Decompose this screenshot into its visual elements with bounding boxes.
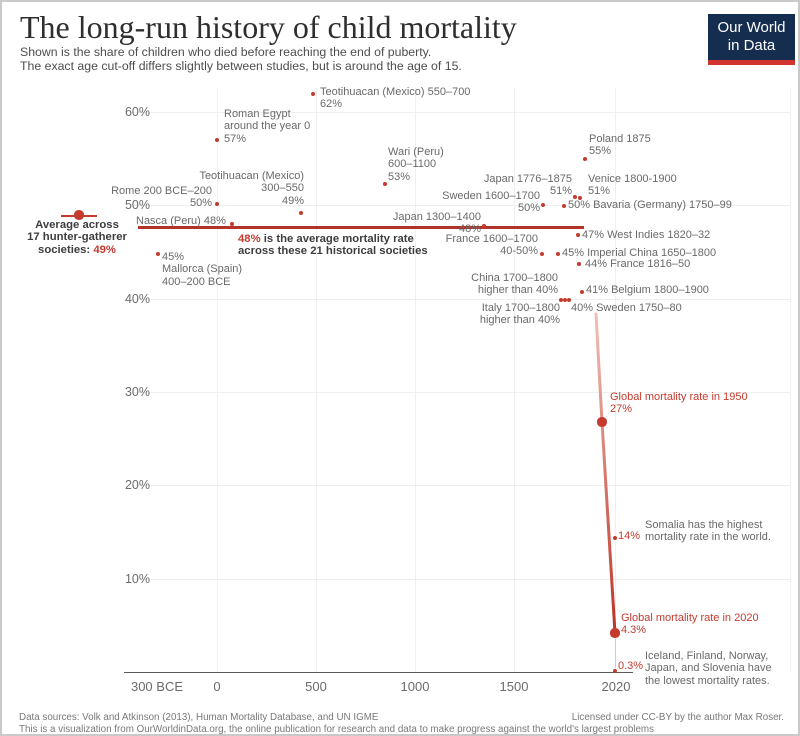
- y-axis-tick-label: 10%: [124, 572, 150, 586]
- gridline-vertical: [790, 88, 791, 672]
- rome-label-text: 50%: [189, 197, 212, 210]
- lowest-note-text: Iceland, Finland, Norway,: [645, 650, 769, 662]
- lowest-note: [645, 650, 772, 687]
- mallorca-label-line: [162, 276, 242, 288]
- mallorca-label-text: 45%: [162, 251, 185, 263]
- imperial-china-label-text: 45% Imperial China 1650–1800: [562, 247, 717, 259]
- japan-1300-label-text: Japan 1300–1400: [392, 211, 481, 223]
- gridline-vertical: [316, 88, 317, 672]
- roman-egypt-label-text: 57%: [224, 132, 247, 145]
- data-point-dot-somalia[interactable]: [613, 536, 618, 541]
- teotihuacan-300-label-text: 300–550: [261, 182, 304, 195]
- average-48-note-text: across these 21 historical societies: [238, 245, 428, 258]
- teotihuacan-550-label-text: 62%: [320, 98, 343, 111]
- france-1816-label-line: [585, 258, 690, 270]
- china-1700-label: [471, 272, 558, 297]
- average-48-note-text: 48%: [238, 233, 261, 245]
- teotihuacan-300-label-line: [199, 182, 304, 194]
- global-2020-label-line: [621, 624, 759, 636]
- west-indies-label: [582, 229, 710, 241]
- venice-label-line: [588, 185, 677, 197]
- y-axis-tick-label: 50%: [124, 198, 150, 212]
- venice-label-text: 51%: [588, 185, 611, 198]
- footer-visualization-note: This is a visualization from OurWorldinData.org, the online publication for research and data to make progress against the world's largest problems: [19, 723, 654, 735]
- global-1950-label: [610, 391, 748, 416]
- rome-label-text: Rome 200 BCE–200: [111, 185, 212, 197]
- hunter-gatherer-label-text: societies:: [38, 243, 94, 256]
- wari-label-text: 600–1100: [388, 158, 437, 171]
- global-2020-label-text: 4.3%: [621, 624, 647, 637]
- data-point-dot-bavaria[interactable]: [562, 204, 567, 209]
- teotihuacan-300-label-text: 49%: [281, 194, 304, 207]
- global-2020-label-line: [621, 612, 759, 624]
- bavaria-label: [568, 199, 732, 211]
- footer-license: Licensed under CC-BY by the author Max Roser.: [571, 712, 784, 723]
- somalia-pct-label-text: 14%: [618, 530, 641, 542]
- mallorca-label-line: [162, 251, 242, 263]
- gridline-horizontal: [132, 299, 790, 300]
- mallorca-label-text: 400–200 BCE: [162, 275, 231, 288]
- y-axis-tick-label: 30%: [124, 385, 150, 399]
- wari-label-line: [388, 146, 444, 158]
- global-mortality-decline-polyline: [596, 314, 615, 633]
- x-axis-line: [124, 672, 633, 673]
- italy-1700-label-line: [480, 314, 560, 326]
- italy-1700-label-text: higher than 40%: [479, 314, 560, 327]
- wari-label: [388, 146, 444, 183]
- somalia-note-text: Somalia has the highest: [645, 519, 763, 531]
- data-point-dot-imperial-china[interactable]: [556, 252, 561, 257]
- japan-1776-label-text: Japan 1776–1875: [483, 173, 572, 185]
- footer-sources: [19, 712, 654, 736]
- mallorca-label: [162, 251, 242, 288]
- data-point-dot-teotihuacan-550-700[interactable]: [311, 92, 316, 97]
- lowest-pct-label-text: 0.3%: [618, 660, 644, 672]
- somalia-note-text: mortality rate in the world.: [645, 531, 771, 544]
- japan-1776-label-text: 51%: [549, 185, 572, 198]
- lowest-note-text: Japan, and Slovenia have: [645, 662, 772, 675]
- x-axis-tick-label: 0: [213, 679, 221, 694]
- hunter-gatherer-label-text: 17 hunter-gatherer: [27, 231, 127, 244]
- rome-label-line: [111, 197, 212, 209]
- teotihuacan-550-label-text: Teotihuacan (Mexico) 550–700: [320, 86, 471, 98]
- data-point-dot-global-2020[interactable]: [610, 628, 619, 637]
- nasca-label-line: [136, 215, 226, 227]
- mallorca-label-text: Mallorca (Spain): [162, 263, 243, 276]
- belgium-label-text: 41% Belgium 1800–1900: [586, 284, 709, 296]
- drop-to-lowest-rate: [615, 639, 616, 668]
- x-axis-tick-label: 300 BCE: [130, 679, 184, 694]
- venice-label-text: Venice 1800-1900: [588, 173, 677, 185]
- france-1816-label: [585, 258, 690, 270]
- west-indies-label-text: 47% West Indies 1820–32: [582, 229, 711, 241]
- wari-label-text: Wari (Peru): [388, 146, 444, 158]
- data-point-dot-mallorca[interactable]: [156, 252, 161, 257]
- chart-plot-area: [2, 2, 800, 736]
- global-1950-label-text: Global mortality rate in 1950: [610, 391, 748, 403]
- data-point-dot-teotihuacan-300-550[interactable]: [299, 211, 304, 216]
- poland-label-text: 55%: [589, 145, 612, 158]
- somalia-pct-label-line: [618, 530, 640, 542]
- average-48-note-text: is the average mortality rate: [260, 233, 414, 245]
- y-axis-tick-label: 20%: [124, 478, 150, 492]
- hunter-gatherer-label-text: 49%: [93, 243, 116, 256]
- italy-1700-label-text: Italy 1700–1800: [481, 302, 560, 314]
- data-point-dot-france-1816[interactable]: [577, 262, 582, 267]
- france-1600-label-line: [446, 233, 538, 245]
- data-point-dot-wari[interactable]: [383, 182, 388, 187]
- data-point-dot-west-indies[interactable]: [576, 233, 581, 238]
- china-1700-label-line: [471, 272, 558, 284]
- lowest-pct-label: [618, 660, 643, 672]
- data-point-dot-sweden-1600[interactable]: [541, 203, 546, 208]
- poland-label-text: Poland 1875: [589, 133, 651, 145]
- rome-label: [111, 185, 212, 210]
- roman-egypt-label: [224, 108, 310, 145]
- data-point-dot-france-1600[interactable]: [540, 252, 545, 257]
- rome-label-line: [111, 185, 212, 197]
- poland-label-line: [589, 145, 651, 157]
- lowest-note-line: [645, 675, 772, 687]
- chart-subtitle-line1: Shown is the share of children who died before reaching the end of puberty.: [20, 45, 432, 59]
- hunter-gatherer-label-line: [27, 219, 127, 231]
- france-1600-label-line: [446, 245, 538, 257]
- venice-label: [588, 173, 677, 198]
- hunter-gatherer-label-text: Average across: [35, 219, 119, 231]
- lowest-note-line: [645, 662, 772, 674]
- x-axis-tick-label: 1500: [499, 679, 529, 694]
- roman-egypt-label-text: Roman Egypt: [224, 108, 291, 120]
- owid-logo-line1: Our World: [717, 19, 786, 36]
- sweden-1600-label-line: [442, 190, 540, 202]
- wari-label-line: [388, 158, 444, 170]
- hunter-gatherer-label-line: [27, 244, 127, 256]
- teotihuacan-300-label: [199, 170, 304, 207]
- china-1700-label-text: China 1700–1800: [471, 272, 558, 284]
- gridline-horizontal: [132, 485, 790, 486]
- france-1600-label: [446, 233, 538, 258]
- nasca-label: [136, 215, 226, 227]
- poland-label: [589, 133, 651, 158]
- roman-egypt-label-line: [224, 133, 310, 145]
- hunter-gatherer-label-line: [27, 231, 127, 243]
- x-axis-tick-label: 1000: [400, 679, 430, 694]
- wari-label-text: 53%: [388, 170, 411, 183]
- france-1816-label-text: 44% France 1816–50: [585, 258, 691, 270]
- japan-1776-label-line: [484, 173, 572, 185]
- global-1950-label-text: 27%: [610, 403, 633, 416]
- y-axis-tick-label: 40%: [124, 292, 150, 306]
- owid-logo-line2: in Data: [727, 37, 776, 54]
- west-indies-label-line: [582, 229, 710, 241]
- roman-egypt-label-line: [224, 120, 310, 132]
- teotihuacan-300-label-line: [199, 195, 304, 207]
- global-2020-label-text: Global mortality rate in 2020: [621, 612, 759, 624]
- somalia-note-line: [645, 531, 771, 543]
- teotihuacan-550-label-line: [320, 86, 470, 98]
- data-point-dot-roman-egypt[interactable]: [215, 138, 220, 143]
- italy-1700-label-line: [480, 302, 560, 314]
- france-1600-label-text: 40-50%: [500, 245, 538, 258]
- bavaria-label-text: 50% Bavaria (Germany) 1750–99: [568, 199, 732, 211]
- lowest-pct-label-line: [618, 660, 643, 672]
- chart-subtitle-line2: The exact age cut-off differs slightly between studies, but is around the age of 15.: [20, 59, 462, 73]
- roman-egypt-label-text: around the year 0: [224, 120, 311, 133]
- lowest-note-line: [645, 650, 772, 662]
- china-1700-label-line: [471, 284, 558, 296]
- teotihuacan-550-label-line: [320, 98, 470, 110]
- global-2020-label: [621, 612, 759, 637]
- sweden-1600-label-text: Sweden 1600–1700: [442, 190, 540, 202]
- teotihuacan-300-label-text: Teotihuacan (Mexico): [199, 170, 304, 182]
- data-point-dot-poland[interactable]: [583, 157, 588, 162]
- somalia-note-line: [645, 519, 771, 531]
- japan-1300-label-text: 48%: [458, 223, 481, 236]
- belgium-label-line: [586, 284, 709, 296]
- gridline-horizontal: [132, 579, 790, 580]
- teotihuacan-550-label: [320, 86, 470, 111]
- roman-egypt-label-line: [224, 108, 310, 120]
- data-point-dot-global-1950[interactable]: [597, 417, 606, 426]
- data-point-dot-belgium[interactable]: [580, 290, 585, 295]
- sweden-1750-label: [571, 302, 682, 314]
- nasca-label-text: Nasca (Peru) 48%: [136, 215, 226, 227]
- teotihuacan-300-label-line: [199, 170, 304, 182]
- mallorca-label-line: [162, 263, 242, 275]
- page-title: The long-run history of child mortality: [20, 9, 517, 45]
- sweden-1750-label-text: 40% Sweden 1750–80: [571, 302, 682, 314]
- average-48-note-line: [238, 245, 428, 257]
- footer-data-sources: Data sources: Volk and Atkinson (2013), Human Mortality Database, and UN IGME: [19, 712, 379, 723]
- hunter-gatherer-label: [27, 219, 127, 256]
- average-48-note: [238, 233, 428, 258]
- somalia-note: [645, 519, 771, 544]
- somalia-pct-label: [618, 530, 640, 542]
- venice-label-line: [588, 173, 677, 185]
- lowest-note-text: the lowest mortality rates.: [645, 674, 770, 687]
- japan-1300-label-line: [393, 211, 481, 223]
- france-1600-label-text: France 1600–1700: [445, 233, 538, 245]
- belgium-label: [586, 284, 709, 296]
- sweden-1750-label-line: [571, 302, 682, 314]
- bavaria-label-line: [568, 199, 732, 211]
- y-axis-tick-label: 60%: [124, 105, 150, 119]
- global-1950-label-line: [610, 391, 748, 403]
- italy-1700-label: [480, 302, 560, 327]
- poland-label-line: [589, 133, 651, 145]
- wari-label-line: [388, 171, 444, 183]
- sweden-1600-label-text: 50%: [517, 202, 540, 215]
- x-axis-tick-label: 500: [305, 679, 327, 694]
- x-axis-tick-label: 2020: [601, 679, 631, 694]
- china-1700-label-text: higher than 40%: [477, 284, 558, 297]
- global-1950-label-line: [610, 403, 748, 415]
